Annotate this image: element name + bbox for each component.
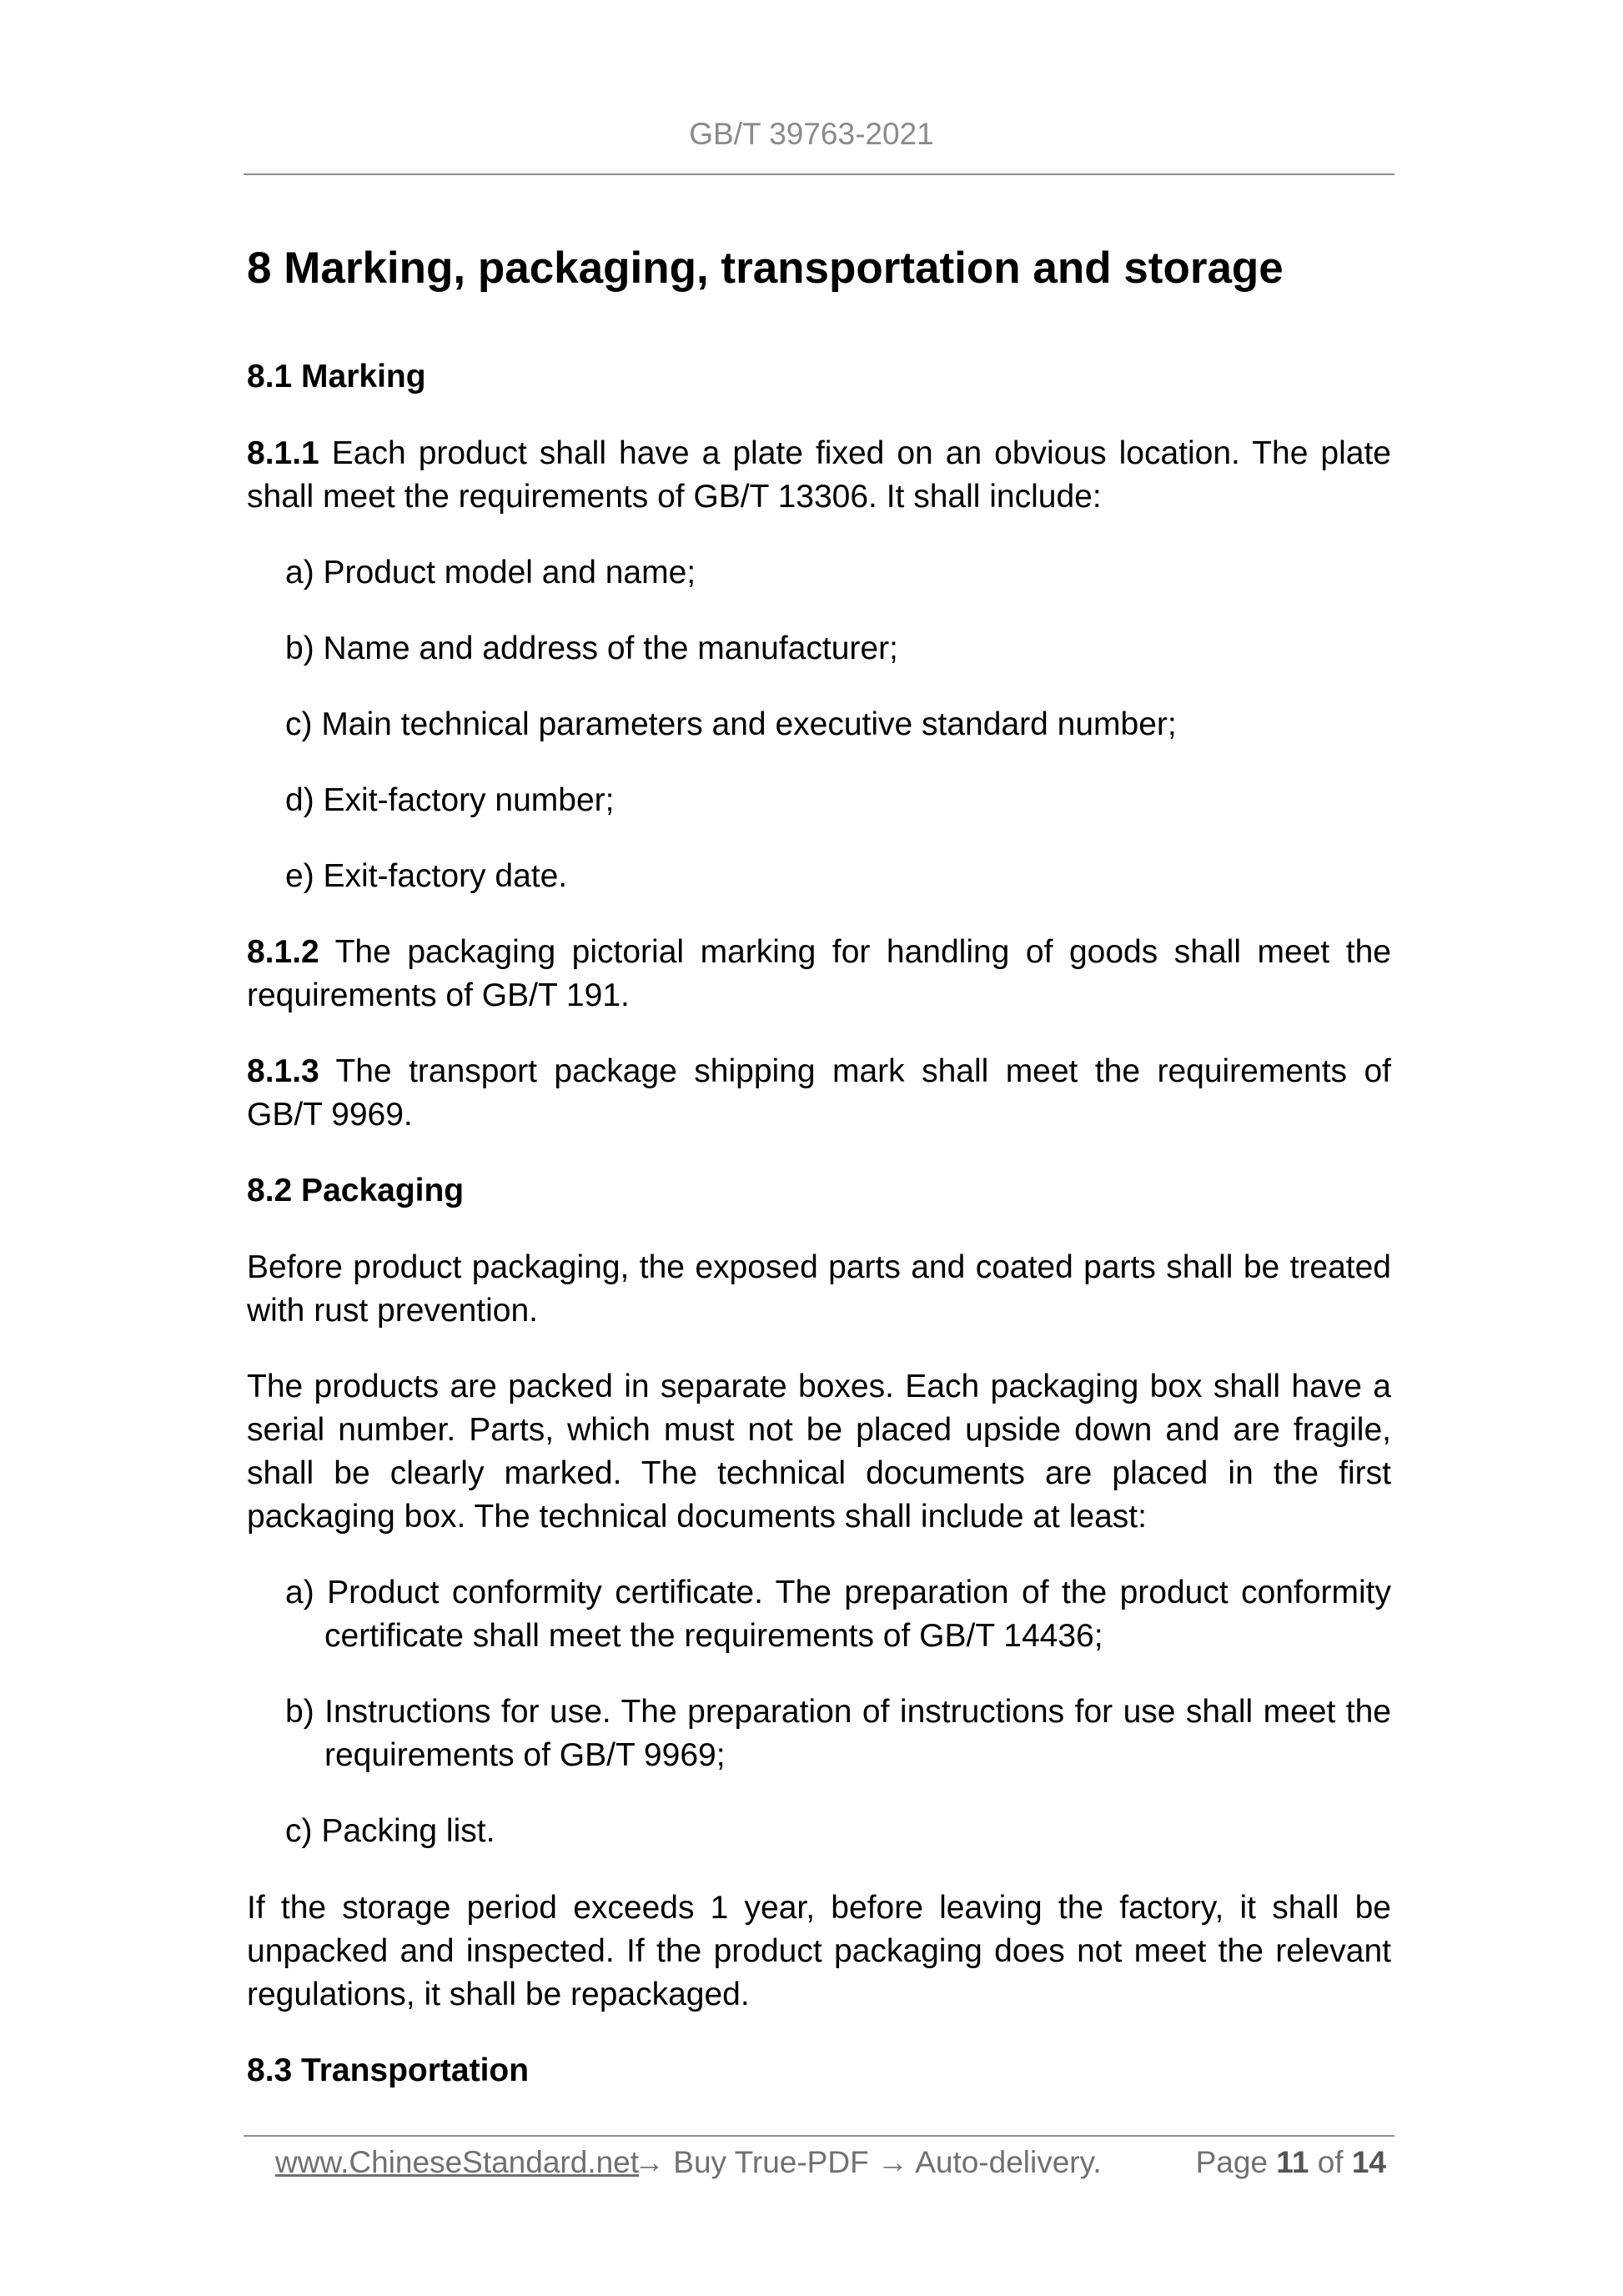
page-of: of — [1317, 2145, 1344, 2179]
clause-8-1-2 — [247, 931, 1391, 1017]
section-title: 8 Marking, packaging, transportation and storage — [247, 244, 1284, 293]
page-indicator — [1196, 2138, 1386, 2188]
clause-text: Each product shall have a plate fixed on an obvious location. The plate shall meet the requirements of GB/T 13306. It shall include: — [247, 435, 1391, 515]
clause-number: 8.1.1 — [247, 435, 319, 471]
page-total: 14 — [1351, 2145, 1386, 2179]
subsection-heading-packaging: 8.2 Packaging — [247, 1173, 465, 1208]
packaging-paragraph: The products are packed in separate boxes. Each packaging box shall have a serial number. Parts, which must not be placed upside down and are fragile, shall be clearly marked. The technical documents are placed in the first packaging box. The technical documents shall include at least: — [247, 1369, 1391, 1535]
clause-text: The packaging pictorial marking for handling of goods shall meet the requirements of GB/T 191. — [247, 934, 1391, 1013]
website-link[interactable]: www.ChineseStandard.net — [275, 2145, 640, 2179]
clause-8-1-3 — [247, 1050, 1391, 1137]
page-footer — [275, 2138, 1386, 2188]
list-item: e) Exit-factory date. — [285, 858, 568, 894]
list-item: d) Exit-factory number; — [285, 782, 615, 818]
footer-tagline: → Buy True-PDF → Auto-delivery. — [634, 2145, 1102, 2179]
page-content — [247, 232, 1391, 2126]
list-item: a) Product model and name; — [285, 555, 696, 590]
subsection-heading-marking: 8.1 Marking — [247, 359, 426, 394]
list-item: c) Main technical parameters and executive standard number; — [285, 706, 1177, 742]
clause-number: 8.1.3 — [247, 1053, 319, 1089]
list-item: c) Packing list. — [285, 1813, 495, 1849]
list-item: a) Product conformity certificate. The preparation of the product conformity certificate shall meet the requirements of GB/T 14436; — [285, 1575, 1391, 1654]
document-code-header: GB/T 39763-2021 — [689, 117, 934, 151]
clause-8-1-1 — [247, 432, 1391, 519]
page-current: 11 — [1276, 2145, 1309, 2179]
packaging-paragraph: Before product packaging, the exposed parts and coated parts shall be treated with rust prevention. — [247, 1249, 1391, 1329]
footer-divider — [244, 2135, 1394, 2137]
list-item: b) Instructions for use. The preparation of instructions for use shall meet the requirements of GB/T 9969; — [285, 1694, 1391, 1773]
clause-number: 8.1.2 — [247, 934, 319, 970]
packaging-paragraph: If the storage period exceeds 1 year, before leaving the factory, it shall be unpacked and inspected. If the product packaging does not meet the relevant regulations, it shall be repackaged. — [247, 1890, 1391, 2012]
clause-text: The transport package shipping mark shall meet the requirements of GB/T 9969. — [247, 1053, 1391, 1133]
header-divider — [244, 173, 1394, 175]
subsection-heading-transportation: 8.3 Transportation — [247, 2052, 530, 2088]
page-label: Page — [1195, 2145, 1269, 2179]
list-item: b) Name and address of the manufacturer; — [285, 631, 898, 666]
